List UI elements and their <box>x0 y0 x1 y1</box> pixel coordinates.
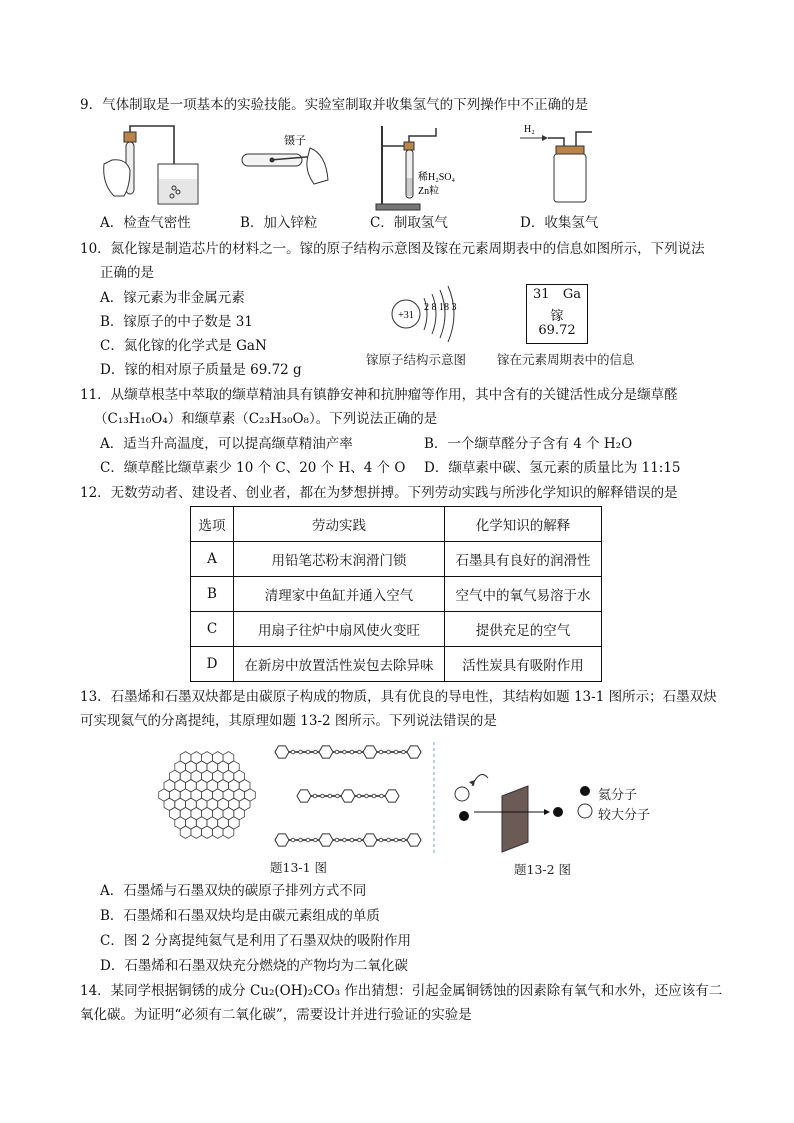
legend-large-label: 较大分子 <box>598 808 651 823</box>
element-number: 31 <box>533 287 550 302</box>
periodic-table-cell <box>526 284 588 344</box>
table-row <box>191 647 602 682</box>
atom-nucleus-label: +31 <box>398 310 414 321</box>
gallium-atom-diagram <box>388 284 478 344</box>
table-cell: 清理家中鱼缸并通入空气 <box>234 577 445 612</box>
helium-separation-diagram <box>448 756 568 852</box>
q10-option-b: B．镓原子的中子数是 31 <box>100 314 253 330</box>
element-symbol: Ga <box>562 287 581 302</box>
q12-stem: 12．无数劳动者、建设者、创业者，都在为梦想拼搏。下列劳动实践与所涉化学知识的解释错误的是 <box>80 485 678 501</box>
table-header-cell: 化学知识的解释 <box>445 507 602 542</box>
table-cell: A <box>191 542 234 577</box>
graphene-structure-image <box>152 742 262 848</box>
q9-figure-b <box>240 134 340 194</box>
q13-stem-line1: 13．石墨烯和石墨双炔都是由碳原子构成的物质，具有优良的导电性，其结构如题 13-1 图所示；石墨双炔 <box>80 689 717 705</box>
table-cell: D <box>191 647 234 682</box>
table-cell: B <box>191 577 234 612</box>
q9-option-b: B．加入锌粒 <box>240 215 318 231</box>
table-cell: C <box>191 612 234 647</box>
q14-stem-line2: 氧化碳。为证明“必须有二氧化碳”，需要设计并进行验证的实验是 <box>80 1007 472 1023</box>
q10-option-a: A．镓元素为非金属元素 <box>100 290 245 306</box>
q9-figure-c <box>370 122 480 212</box>
q9-stem: 9．气体制取是一项基本的实验技能。实验室制取并收集氢气的下列操作中不正确的是 <box>80 97 589 113</box>
q9-option-a: A．检查气密性 <box>100 215 191 231</box>
q13-option-d: D．石墨烯和石墨双炔充分燃烧的产物均为二氧化碳 <box>100 958 408 974</box>
zinc-label: Zn粒 <box>418 186 440 197</box>
q11-stem-line2: （C₁₃H₁₀O₄）和缬草素（C₂₃H₃₀O₈）。下列说法正确的是 <box>94 411 438 427</box>
table-row <box>191 577 602 612</box>
table-cell: 用铅笔芯粉末润滑门锁 <box>234 542 445 577</box>
q13-option-b: B．石墨烯和石墨双炔均是由碳元素组成的单质 <box>100 908 380 924</box>
acid-label: 稀H₂SO₄ <box>418 172 455 183</box>
legend-small-dot-icon <box>578 784 592 798</box>
q13-stem-line2: 可实现氦气的分离提纯，其原理如题 13-2 图所示。下列说法错误的是 <box>80 713 497 729</box>
labor-practice-table <box>190 506 602 682</box>
legend-large-circle-icon <box>576 802 594 820</box>
table-header-row <box>191 507 602 542</box>
q14-stem-line1: 14．某同学根据铜锈的成分 Cu₂(OH)₂CO₃ 作出猜想：引起金属铜锈蚀的因素除有氧气和水外，还应该有二 <box>80 983 723 999</box>
table-row <box>191 542 602 577</box>
tweezers-label: 镊子 <box>284 135 306 147</box>
legend-small-label: 氦分子 <box>598 788 638 803</box>
element-mass: 69.72 <box>538 323 576 338</box>
table-header-cell: 选项 <box>191 507 234 542</box>
atom-diagram-caption: 镓原子结构示意图 <box>366 352 467 367</box>
q11-option-d: D．缬草素中碳、氢元素的质量比为 11:15 <box>424 460 681 476</box>
element-name: 镓 <box>550 309 564 324</box>
table-cell: 在新房中放置活性炭包去除异味 <box>234 647 445 682</box>
q9-figure-a <box>100 124 215 206</box>
q10-option-c: C．氮化镓的化学式是 GaN <box>100 338 267 354</box>
q10-stem-line2: 正确的是 <box>100 265 154 281</box>
atom-shells-label: 2 8 18 3 <box>424 302 457 313</box>
table-cell: 空气中的氧气易溶于水 <box>445 577 602 612</box>
graphdiyne-structure-image <box>272 740 422 852</box>
q10-stem-line1: 10．氮化镓是制造芯片的材料之一。镓的原子结构示意图及镓在元素周期表中的信息如图所示，下列说法 <box>80 241 705 257</box>
table-cell: 用扇子往炉中扇风使火变旺 <box>234 612 445 647</box>
table-header-cell: 劳动实践 <box>234 507 445 542</box>
figure-13-1-caption: 题13-1 图 <box>270 860 328 875</box>
q9-figure-d <box>520 122 610 208</box>
table-cell: 提供充足的空气 <box>445 612 602 647</box>
table-row <box>191 612 602 647</box>
q11-option-b: B．一个缬草醛分子含有 4 个 H₂O <box>424 436 633 452</box>
periodic-cell-caption: 镓在元素周期表中的信息 <box>497 352 635 367</box>
q11-option-c: C．缬草醛比缬草素少 10 个 C、20 个 H、4 个 O <box>100 460 406 476</box>
table-cell: 活性炭具有吸附作用 <box>445 647 602 682</box>
q10-option-d: D．镓的相对原子质量是 69.72 g <box>100 362 302 378</box>
q13-option-a: A．石墨烯与石墨双炔的碳原子排列方式不同 <box>100 883 367 899</box>
table-cell: 石墨具有良好的润滑性 <box>445 542 602 577</box>
q13-option-c: C．图 2 分离提纯氦气是利用了石墨双炔的吸附作用 <box>100 933 412 949</box>
q11-option-a: A．适当升高温度，可以提高缬草精油产率 <box>100 436 353 452</box>
figure-13-2-caption: 题13-2 图 <box>514 862 572 877</box>
figure-divider <box>432 742 436 854</box>
q9-option-d: D．收集氢气 <box>520 215 599 231</box>
q11-stem-line1: 11．从缬草根茎中萃取的缬草精油具有镇静安神和抗肿瘤等作用，其中含有的关键活性成分是缬草醛 <box>80 387 678 403</box>
h2-label: H₂ <box>524 124 535 135</box>
q9-option-c: C．制取氢气 <box>370 215 448 231</box>
